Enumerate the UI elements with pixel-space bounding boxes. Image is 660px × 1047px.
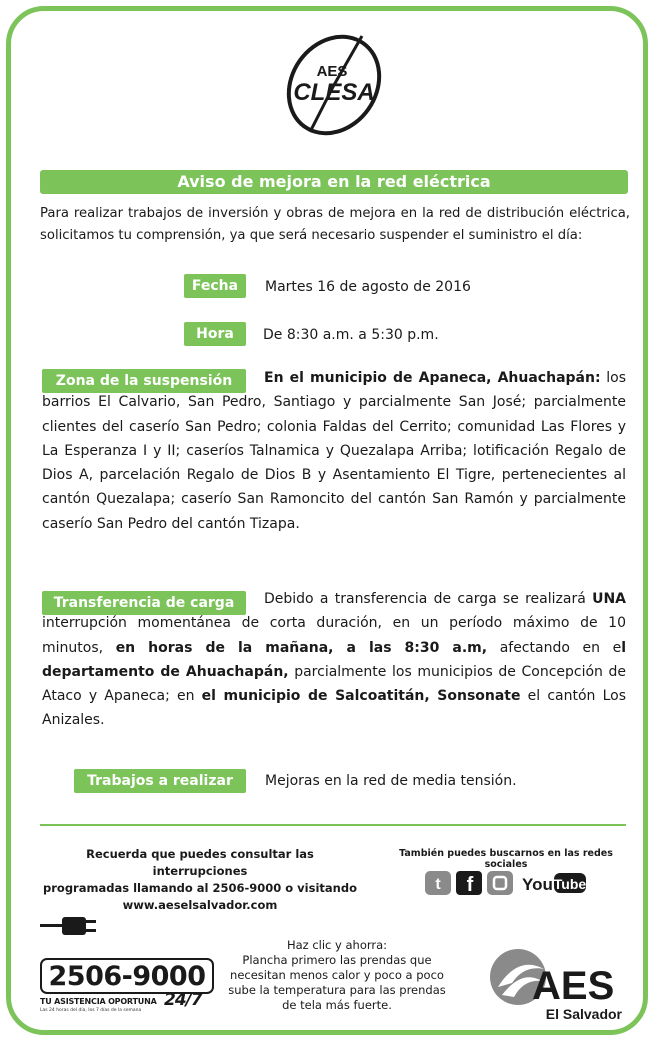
consult-line-1: Recuerda que puedes consultar las interrupciones [86,847,314,878]
phone-tagline: TU ASISTENCIA OPORTUNA [40,997,157,1006]
phone-number[interactable]: 2506-9000 [40,958,214,994]
blogger-icon[interactable] [486,870,514,896]
phone-hours: Las 24 horas del día, los 7 días de la semana [40,1008,142,1013]
twitter-icon[interactable] [424,870,452,896]
aes-el-salvador-logo [488,947,628,1025]
badge-24-7: 24/7 [164,990,202,1010]
hora-value: De 8:30 a.m. a 5:30 p.m. [263,327,439,343]
plug-icon [40,914,98,938]
fecha-value: Martes 16 de agosto de 2016 [265,279,471,295]
divider [40,824,626,826]
social-text: También puedes buscarnos en las redes sociales [399,848,613,870]
zona-text: los barrios El Calvario, San Pedro, Santiago y parcialmente San José; parcialmente clientes del caserío San Pedro; colonia Faldas del Cerrito; comunidad Las Flores y La Esperanza I y II; caseríos Talnamica y Quezalapa Arriba; lotificación Regalo de Dios A, parcelación Regalo de Dios B y Asentamiento El Tigre, pertenecientes al cantón Quezalapa; caserío San Ramoncito del cantón San Ramón y parcialmente caserío San Pedro del cantón Tizapa. [42,370,626,532]
trabajos-tag: Trabajos a realizar [74,769,246,793]
zona-lead: En el municipio de Apaneca, Ahuachapán: [264,370,601,386]
hora-tag: Hora [184,322,246,346]
notice-title-banner: Aviso de mejora en la red eléctrica [40,170,628,194]
intro-text: Para realizar trabajos de inversión y obras de mejora en la red de distribución eléctrica, solicitamos tu comprensión, ya que será necesario suspender el suministro el día: [40,206,630,243]
website-link[interactable]: www.aeselsalvador.com [122,898,278,912]
youtube-icon[interactable] [520,870,588,896]
consult-line-2: programadas llamando al 2506-9000 o visitando [43,881,357,895]
saving-tip [228,938,446,1013]
aes-logo-country: El Salvador [545,1006,622,1022]
aes-logo-name: AES [532,964,615,1008]
svg-text:f: f [466,874,474,896]
transferencia-tag: Transferencia de carga [42,591,246,615]
transferencia-paragraph: Debido a transferencia de carga se realizará UNA interrupción momentánea de corta duración, en un período máximo de 10 minutos, en horas de la mañana, a las 8:30 a.m, afectando en el departamento de Ahuachapán, parcialmente los municipios de Concepción de Ataco y Apaneca; en el municipio de Salcoatitán, Sonsonate el cantón Los Anizales. [42,591,627,729]
logo-text-clesa: CLESA [293,79,375,106]
trabajos-value: Mejoras en la red de media tensión. [265,773,517,789]
zona-paragraph [42,366,626,536]
svg-text:Tube: Tube [553,876,587,892]
zona-tag: Zona de la suspensión [42,369,246,393]
tip-text: Plancha primero las prendas que necesitan menos calor y poco a poco sube la temperatura para las prendas de tela más fuerte. [228,953,446,1012]
aes-clesa-logo [274,32,394,138]
svg-text:t: t [435,876,441,893]
tip-title: Haz clic y ahorra: [286,938,388,952]
logo-text-aes: AES [316,63,348,80]
svg-text:You: You [522,875,553,894]
fecha-tag: Fecha [184,274,246,298]
facebook-icon[interactable] [455,870,483,896]
consult-info [40,846,360,914]
